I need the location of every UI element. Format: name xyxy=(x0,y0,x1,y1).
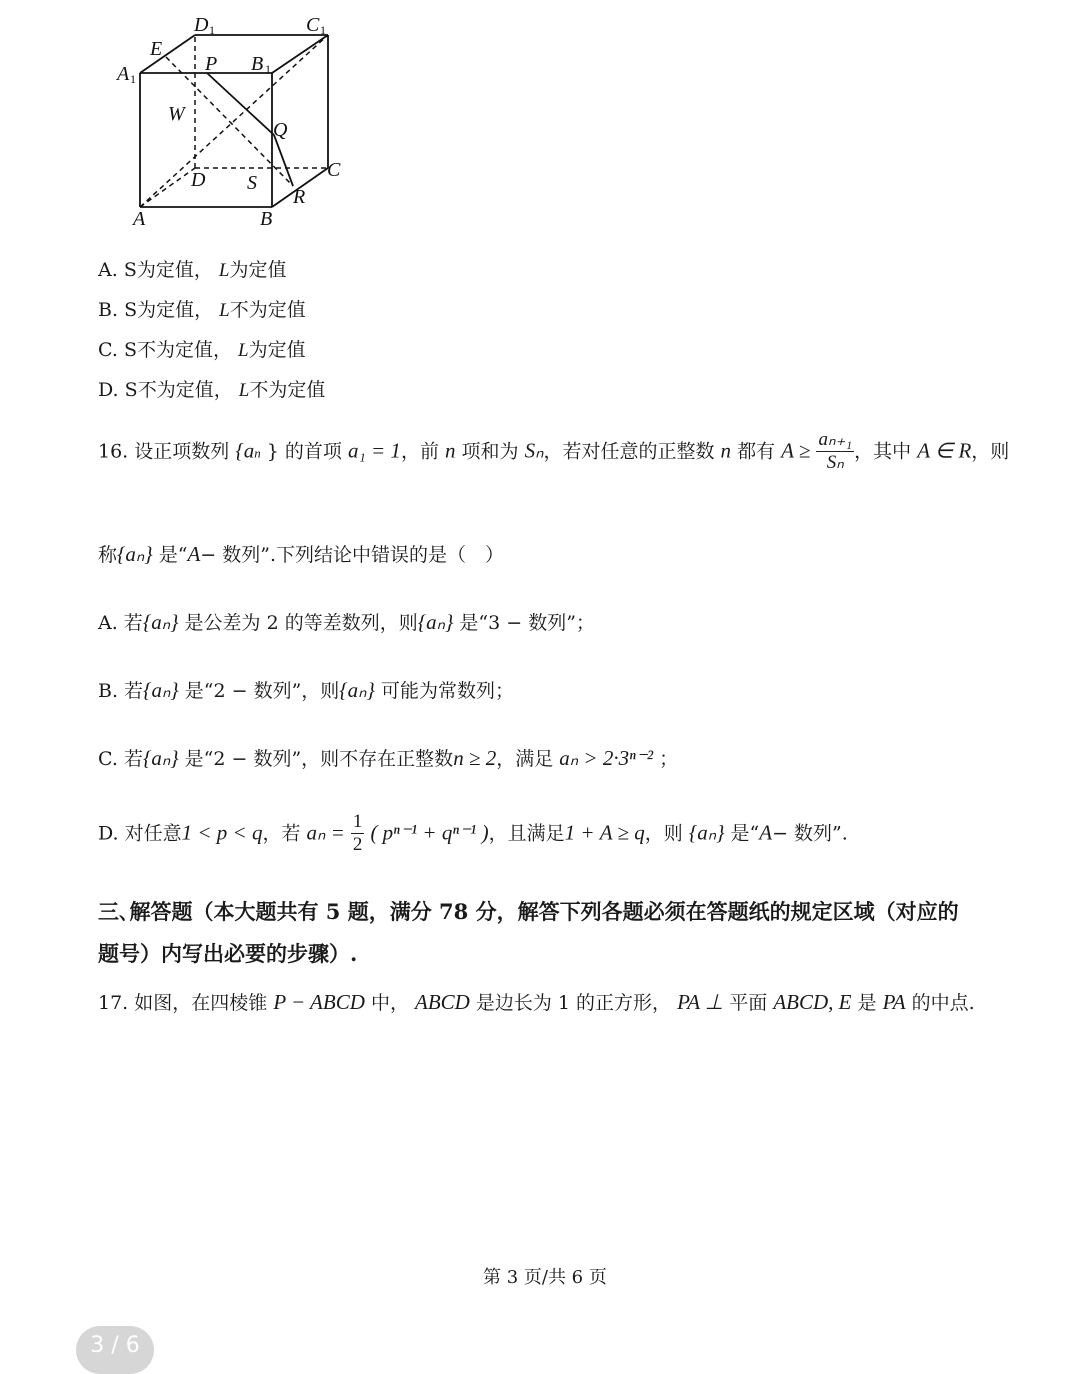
text: ，其中 xyxy=(854,440,912,463)
math-base: ABCD xyxy=(415,990,470,1014)
math-pyramid: P − ABCD xyxy=(273,990,365,1014)
math-an: {aₙ} xyxy=(143,678,179,702)
math-ineq: aₙ > 2·3ⁿ⁻² xyxy=(559,746,654,770)
option-letter: C. xyxy=(98,339,118,361)
text: 17. 如图，在四棱锥 xyxy=(98,992,268,1014)
math-pa: PA ⊥ xyxy=(677,990,724,1014)
label-p: P xyxy=(205,53,218,75)
option-l: L xyxy=(218,260,230,281)
q17-stem xyxy=(98,988,975,1015)
section-heading-line2: 题号）内写出必要的步骤）. xyxy=(98,941,358,966)
math-n: n xyxy=(720,438,732,463)
math-ncond: n ≥ 2 xyxy=(453,746,497,770)
fraction xyxy=(351,812,365,857)
text: 都有 xyxy=(737,440,776,463)
option-letter: A. xyxy=(98,259,118,281)
math-a1: a₁ = 1 xyxy=(347,438,401,463)
fraction-num: 1 xyxy=(352,811,363,832)
text: ，满足 xyxy=(496,748,554,770)
section-heading-line1: 三､解答题（本大题共有 5 题，满分 78 分，解答下列各题必须在答题纸的规定区域（对应的 xyxy=(98,899,959,924)
label-b1: B xyxy=(251,53,264,75)
text: 是“ xyxy=(730,822,760,845)
option-text: 为定值 xyxy=(248,339,306,361)
math-an: aₙ = xyxy=(306,820,345,845)
text: 的中点. xyxy=(911,992,975,1014)
text: 是“3 − 数列”； xyxy=(459,612,595,634)
math-ar: A ∈ R xyxy=(917,438,972,463)
text: − 数列”. xyxy=(772,822,848,845)
option-text: 不为定值， xyxy=(136,339,232,361)
option-text: 为定值， xyxy=(136,259,213,281)
text: 16. 设正项数列 xyxy=(98,440,230,463)
text: 是“2 − 数列”，则不存在正整数 xyxy=(184,748,454,770)
label-a1: A xyxy=(117,63,130,85)
option-l: L xyxy=(238,380,250,401)
text: 是边长为 1 的正方形， xyxy=(475,992,672,1014)
math-an: {aₙ} xyxy=(142,610,179,634)
fraction-den: Sₙ xyxy=(826,451,844,473)
text: ，且满足 xyxy=(488,822,565,845)
text: − 数列”.下列结论中错误的是（ ） xyxy=(200,544,504,566)
q15-option-d xyxy=(98,375,325,402)
label-a1-sub: 1 xyxy=(130,72,136,86)
text: 是“2 − 数列”，则 xyxy=(184,680,340,702)
option-s: S xyxy=(123,339,137,361)
text: 是公差为 2 的等差数列，则 xyxy=(184,612,418,634)
text: 称 xyxy=(98,544,118,566)
text: 可能为常数列； xyxy=(381,680,515,702)
math-ineq: A ≥ xyxy=(781,438,811,463)
text: 项和为 xyxy=(461,440,519,463)
math-pa: PA xyxy=(882,990,906,1014)
q16-stem-line1 xyxy=(98,430,1009,475)
option-text: 为定值， xyxy=(137,299,214,321)
label-q: Q xyxy=(273,119,288,141)
label-b: B xyxy=(260,208,273,230)
edge-b1-c1 xyxy=(272,35,328,73)
option-text: 不为定值， xyxy=(137,379,233,401)
text: 是 xyxy=(857,992,877,1014)
fraction-num: aₙ₊₁ xyxy=(818,429,853,450)
math-a: A xyxy=(187,542,201,566)
segment-qr xyxy=(274,135,293,186)
q15-option-c xyxy=(98,335,306,362)
text: D. 对任意 xyxy=(98,822,182,845)
fraction xyxy=(816,430,854,475)
q16-option-c xyxy=(98,744,678,771)
label-r: R xyxy=(293,186,306,208)
math-an: {aₙ} xyxy=(142,746,179,770)
option-s: S xyxy=(123,259,137,281)
text: } 的首项 xyxy=(266,440,342,463)
label-c1: C xyxy=(306,14,320,36)
option-l: L xyxy=(238,340,249,361)
math-cond: 1 + A ≥ q xyxy=(564,820,645,845)
math-a: A xyxy=(759,820,773,845)
q15-option-a xyxy=(98,255,287,282)
text: A. 若 xyxy=(98,612,143,634)
math-an: {a xyxy=(235,438,255,463)
label-d1-sub: 1 xyxy=(209,23,215,37)
label-w: W xyxy=(168,103,185,125)
q16-option-a xyxy=(98,608,595,635)
label-c: C xyxy=(327,159,341,181)
text: 是“ xyxy=(158,544,188,566)
text: B. 若 xyxy=(98,680,144,702)
option-l: L xyxy=(219,300,230,321)
math-an: {aₙ} xyxy=(117,542,153,566)
math-an: {aₙ} xyxy=(417,610,454,634)
text: 平面 xyxy=(729,992,768,1014)
edge-a-d xyxy=(140,168,195,207)
text: ，则 xyxy=(644,822,683,845)
text: ，若对任意的正整数 xyxy=(543,440,715,463)
subscript-n: n xyxy=(254,445,261,461)
math-plane: ABCD, E xyxy=(773,990,852,1014)
option-letter: B. xyxy=(98,299,119,321)
math-sn: Sₙ xyxy=(524,438,544,463)
cube-diagram xyxy=(0,0,380,240)
math-expr: ( pⁿ⁻¹ + qⁿ⁻¹ ) xyxy=(370,820,489,845)
edge-a1-d1 xyxy=(140,35,195,73)
option-s: S xyxy=(124,379,138,401)
label-d: D xyxy=(191,169,206,191)
q16-option-d xyxy=(98,812,848,857)
label-s: S xyxy=(247,172,257,194)
label-c1-sub: 1 xyxy=(320,23,326,37)
math-an: {aₙ} xyxy=(688,820,725,845)
text: 中， xyxy=(370,992,409,1014)
option-text: 不为定值 xyxy=(249,379,326,401)
label-d1: D xyxy=(194,14,209,36)
page-indicator-label: 3 / 6 xyxy=(90,1333,140,1358)
page-footer: 第 3 页/共 6 页 xyxy=(483,1267,607,1288)
q16-option-b xyxy=(98,676,514,703)
math-cond: 1 < p < q xyxy=(181,820,263,845)
text: ； xyxy=(659,748,679,770)
page-indicator[interactable] xyxy=(76,1326,154,1374)
math-an: {aₙ} xyxy=(339,678,375,702)
option-text: 为定值 xyxy=(229,259,287,281)
label-a: A xyxy=(133,208,146,230)
option-text: 不为定值 xyxy=(229,299,306,321)
text: C. 若 xyxy=(98,748,143,770)
text: ，前 xyxy=(400,440,439,463)
text: ，则 xyxy=(971,440,1010,463)
segment-pq xyxy=(207,73,274,135)
label-b1-sub: 1 xyxy=(265,62,271,76)
q16-stem-line2 xyxy=(98,540,504,567)
option-letter: D. xyxy=(98,379,119,401)
math-n: n xyxy=(445,438,456,463)
q15-option-b xyxy=(98,295,306,322)
fraction-den: 2 xyxy=(352,833,363,855)
text: ，若 xyxy=(262,822,301,845)
option-s: S xyxy=(124,299,138,321)
label-e: E xyxy=(150,38,163,60)
